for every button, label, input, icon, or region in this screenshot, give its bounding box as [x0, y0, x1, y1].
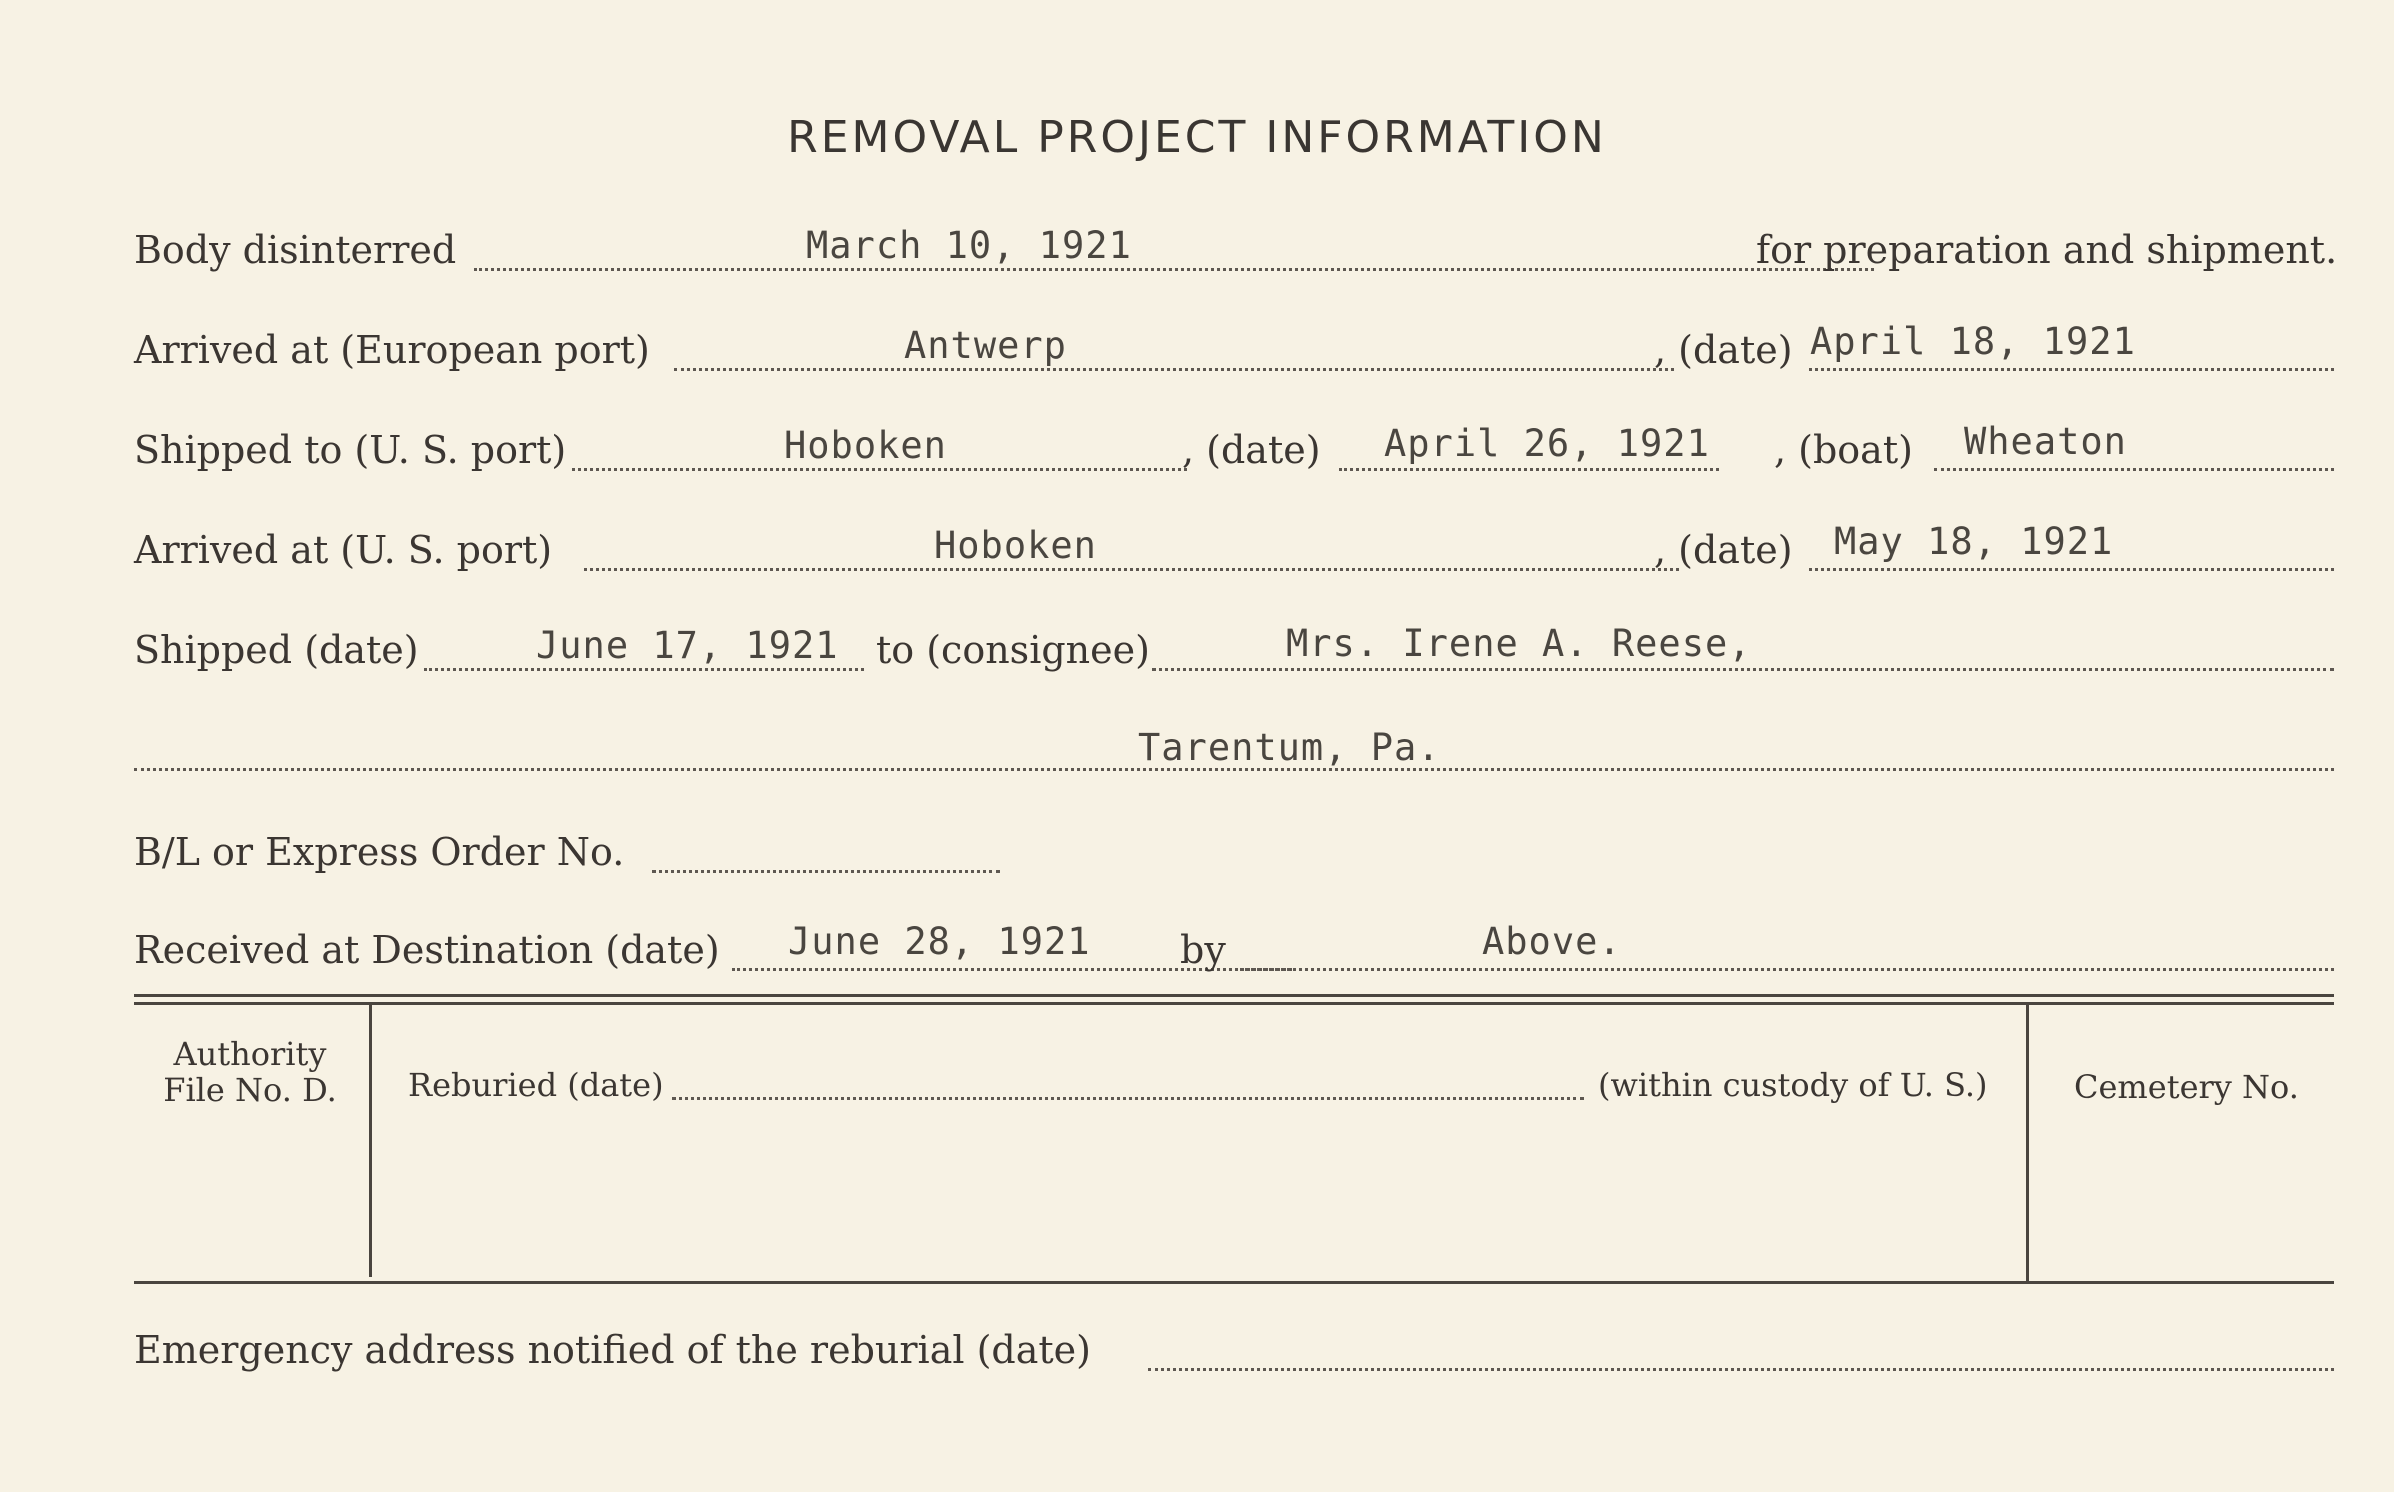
received-label: Received at Destination (date)	[134, 928, 720, 972]
body-disinterred-value: March 10, 1921	[806, 224, 1132, 267]
row-emergency	[134, 1328, 2334, 1398]
box-bottom-rule	[134, 1281, 2334, 1284]
page-title: REMOVAL PROJECT INFORMATION	[787, 112, 1607, 163]
shipped-final-label: Shipped (date)	[134, 628, 419, 672]
european-port-line	[674, 368, 1674, 371]
by-value: Above.	[1482, 920, 1622, 963]
shipped-final-line	[424, 668, 864, 671]
shipment-suffix-label: for preparation and shipment.	[1756, 228, 2338, 272]
box-top-rule-1	[134, 994, 2334, 997]
row-shipped-us	[134, 420, 2334, 498]
european-date-value: April 18, 1921	[1810, 320, 2136, 363]
european-date-label: , (date)	[1654, 328, 1793, 372]
emergency-label: Emergency address notified of the reburial (date)	[134, 1328, 1091, 1372]
shipped-final-value: June 17, 1921	[536, 624, 839, 667]
body-disinterred-line	[474, 268, 1874, 271]
reburied-label: Reburied (date)	[408, 1066, 664, 1104]
emergency-line	[1148, 1368, 2334, 1371]
shipped-date-value: April 26, 1921	[1384, 422, 1710, 465]
bl-order-line	[652, 870, 1000, 873]
bl-order-label: B/L or Express Order No.	[134, 830, 625, 874]
european-port-value: Antwerp	[904, 324, 1067, 367]
authority-file-label	[140, 1036, 360, 1108]
european-port-label: Arrived at (European port)	[134, 328, 650, 372]
consignee-value: Mrs. Irene A. Reese,	[1286, 622, 1752, 665]
arrived-us-date-line	[1809, 568, 2334, 571]
authority-line2: File No. D.	[163, 1071, 337, 1109]
by-label: by	[1180, 928, 1226, 972]
row-consignee-address	[134, 726, 2334, 796]
consignee-line	[1152, 668, 2334, 671]
row-shipped-consignee	[134, 622, 2334, 698]
us-port-line	[572, 468, 1187, 471]
custody-label: (within custody of U. S.)	[1598, 1066, 1988, 1104]
us-port-label: Shipped to (U. S. port)	[134, 428, 567, 472]
by-line	[1240, 968, 2334, 971]
received-date-value: June 28, 1921	[788, 920, 1091, 963]
european-date-line	[1809, 368, 2334, 371]
consignee-address-value: Tarentum, Pa.	[1138, 726, 1441, 769]
row-received	[134, 920, 2334, 998]
arrived-us-line	[584, 568, 1679, 571]
row-arrived-european	[134, 320, 2334, 398]
arrived-us-date-label: , (date)	[1654, 528, 1793, 572]
arrived-us-label: Arrived at (U. S. port)	[134, 528, 553, 572]
authority-line1: Authority	[173, 1035, 327, 1073]
boat-label: , (boat)	[1774, 428, 1913, 472]
reburied-line	[672, 1097, 1584, 1100]
row-body-disinterred	[134, 224, 2338, 298]
shipped-date-line	[1339, 468, 1719, 471]
body-disinterred-label: Body disinterred	[134, 228, 457, 272]
cemetery-label: Cemetery No.	[2074, 1068, 2299, 1106]
row-bl-order	[134, 830, 2334, 900]
box-divider-left	[369, 1005, 372, 1277]
us-port-value: Hoboken	[784, 424, 947, 467]
row-arrived-us	[134, 520, 2334, 598]
box-top-rule-2	[134, 1002, 2334, 1005]
shipped-date-label: , (date)	[1182, 428, 1321, 472]
arrived-us-date-value: May 18, 1921	[1834, 520, 2114, 563]
consignee-label: to (consignee)	[876, 628, 1150, 672]
arrived-us-value: Hoboken	[934, 524, 1097, 567]
boat-line	[1934, 468, 2334, 471]
box-divider-right	[2026, 1005, 2029, 1283]
boat-value: Wheaton	[1964, 420, 2127, 463]
